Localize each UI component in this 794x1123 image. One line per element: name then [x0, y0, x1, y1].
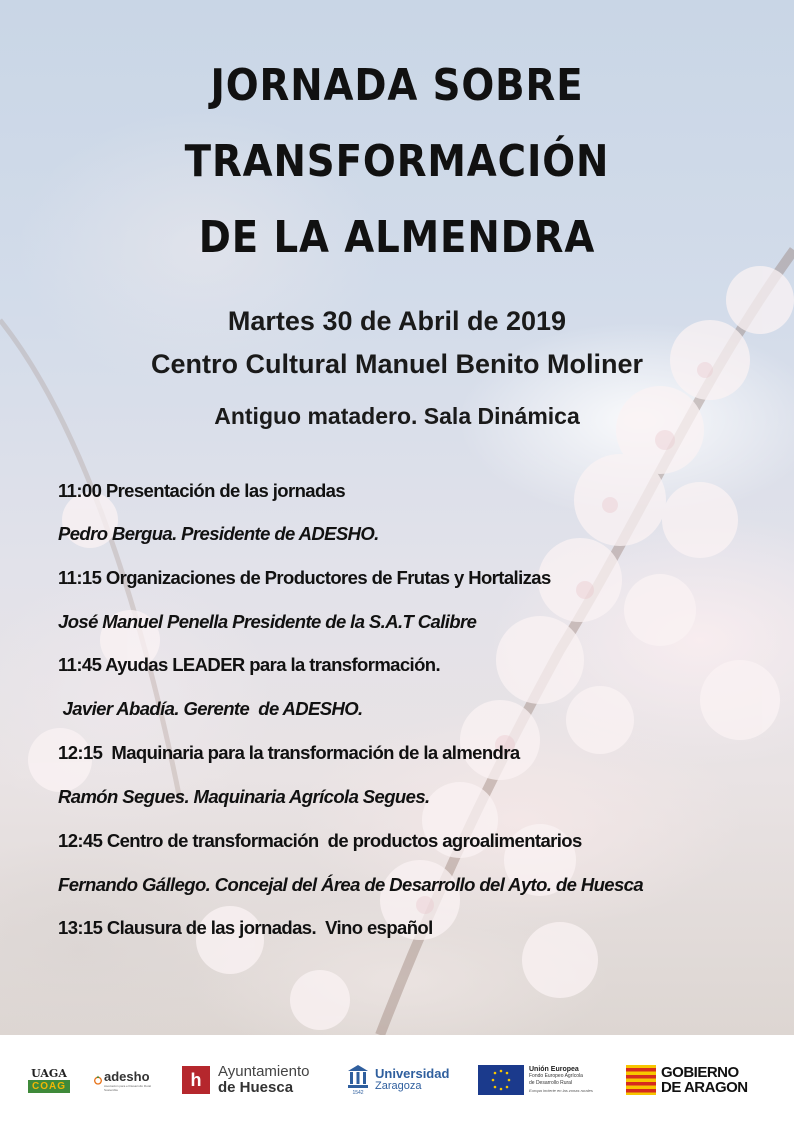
adesho-name: adesho: [104, 1068, 150, 1084]
aragon-line1: GOBIERNO: [661, 1064, 739, 1081]
ue-line2: Fondo Europeo Agrícola: [529, 1073, 583, 1079]
ue-line3: de Desarrollo Rural: [529, 1080, 573, 1086]
program-item: 12:15 Maquinaria para la transformación de la almendra: [58, 742, 520, 763]
title-line-3: DE LA ALMENDRA: [198, 212, 596, 263]
uaga-text: UAGA: [31, 1066, 67, 1080]
title-line-1: JORNADA SOBRE: [210, 60, 584, 111]
aragon-line2: DE ARAGON: [661, 1079, 748, 1096]
program-item: 11:00 Presentación de las jornadas: [58, 480, 346, 501]
program-speaker: José Manuel Penella Presidente de la S.A.T Calibre: [58, 611, 477, 632]
program-speaker: Ramón Segues. Maquinaria Agrícola Segues.: [58, 786, 430, 807]
program-speaker: Fernando Gállego. Concejal del Área de Desarrollo del Ayto. de Huesca: [58, 874, 644, 895]
university-building-icon: [347, 1064, 369, 1090]
aragon-flag-icon: [626, 1065, 656, 1095]
program-item: 12:45 Centro de transformación de productos agroalimentarios: [58, 830, 582, 851]
ayuntamiento-line2: de Huesca: [218, 1079, 294, 1096]
gobierno-aragon-logo: [626, 1057, 776, 1103]
adesho-tagline: Asociación para el Desarrollo Rural Sostenible: [104, 1083, 152, 1092]
program-item: 13:15 Clausura de las jornadas. Vino español: [58, 917, 433, 938]
ue-line4: Europa invierte en las zonas rurales: [529, 1088, 593, 1093]
uaga-coag-logo: [22, 1057, 76, 1103]
university-year: 1542: [352, 1090, 364, 1096]
huesca-mark-icon: h: [182, 1066, 210, 1094]
program-item: 11:15 Organizaciones de Productores de Frutas y Hortalizas: [58, 567, 551, 588]
event-venue: Centro Cultural Manuel Benito Moliner: [150, 349, 643, 379]
adesho-icon: [94, 1065, 102, 1095]
ayuntamiento-line1: Ayuntamiento: [218, 1063, 310, 1080]
event-date: Martes 30 de Abril de 2019: [227, 306, 567, 336]
coag-text: COAG: [28, 1080, 70, 1093]
program-item: 11:45 Ayudas LEADER para la transformación.: [58, 654, 441, 675]
ue-line1: Unión Europea: [529, 1066, 579, 1073]
event-room: Antiguo matadero. Sala Dinámica: [214, 403, 580, 429]
universidad-line2: Zaragoza: [375, 1080, 422, 1092]
universidad-line1: Universidad: [375, 1066, 450, 1081]
program-speaker: Javier Abadía. Gerente de ADESHO.: [58, 698, 363, 719]
adesho-logo: [94, 1057, 164, 1103]
universidad-zaragoza-logo: [347, 1057, 461, 1103]
program-speaker: Pedro Bergua. Presidente de ADESHO.: [58, 523, 379, 544]
sponsor-footer: [0, 1035, 794, 1123]
title-line-2: TRANSFORMACIÓN: [184, 136, 610, 187]
eu-flag-icon: [478, 1065, 524, 1095]
ayuntamiento-huesca-logo: [182, 1057, 330, 1103]
union-europea-logo: [478, 1057, 608, 1103]
